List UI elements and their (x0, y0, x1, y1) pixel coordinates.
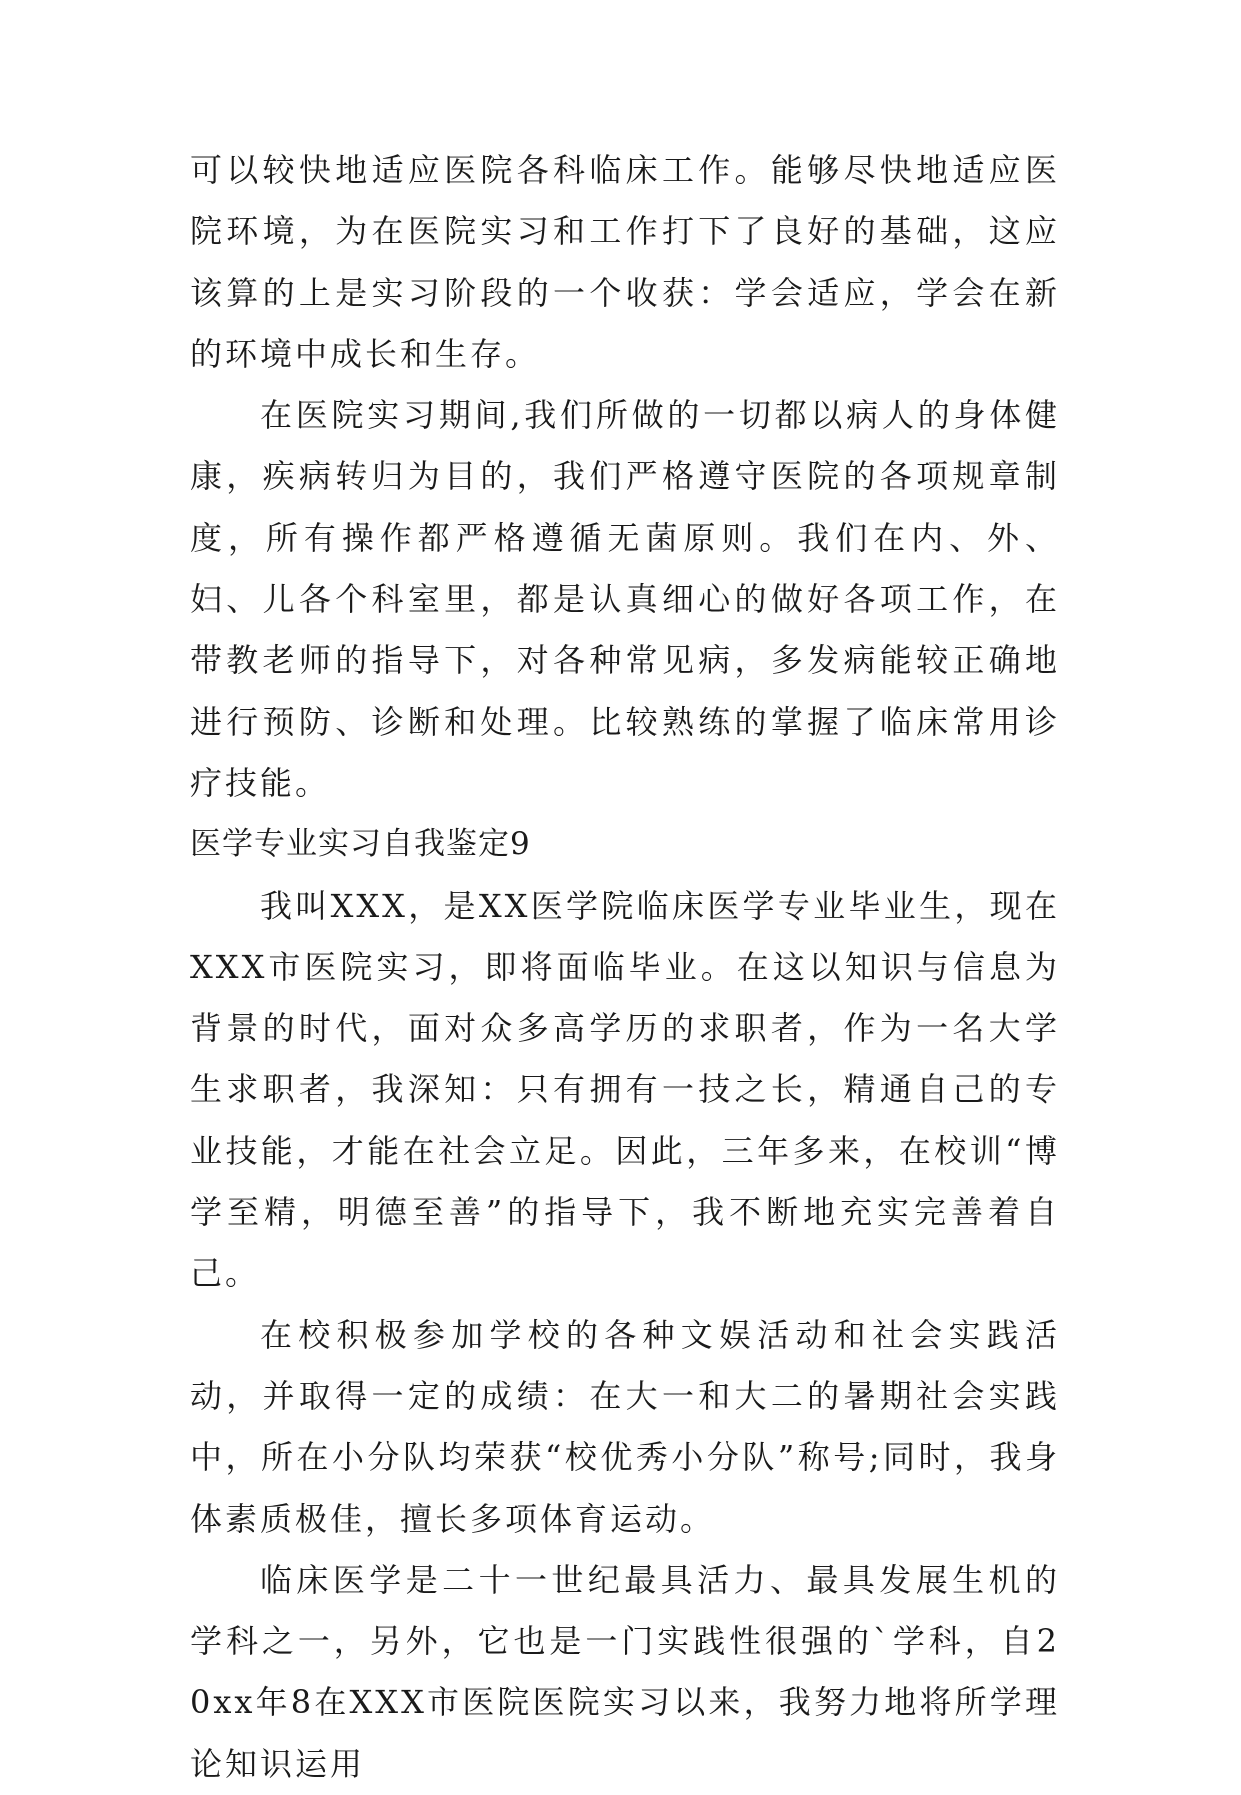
paragraph-internship-period: 在医院实习期间,我们所做的一切都以病人的身体健康，疾病转归为目的，我们严格遵守医院的各项规章制度，所有操作都严格遵循无菌原则。我们在内、外、妇、儿各个科室里，都是认真细心的做好各项工作，在带教老师的指导下，对各种常见病，多发病能较正确地进行预防、诊断和处理。比较熟练的掌握了临床常用诊疗技能。 (190, 396, 1060, 802)
paragraph-adaptation: 可以较快地适应医院各科临床工作。能够尽快地适应医院环境，为在医院实习和工作打下了良好的基础，这应该算的上是实习阶段的一个收获：学会适应，学会在新的环境中成长和生存。 (190, 151, 1060, 373)
paragraph-clinical-medicine: 临床医学是二十一世纪最具活力、最具发展生机的学科之一，另外，它也是一门实践性很强的`学科，自20xx年8在XXX市医院医院实习以来，我努力地将所学理论知识运用 (190, 1560, 1060, 1783)
document-body (190, 140, 1060, 1795)
section-heading: 医学专业实习自我鉴定9 (190, 826, 531, 863)
paragraph-school-activities: 在校积极参加学校的各种文娱活动和社会实践活动，并取得一定的成绩：在大一和大二的暑期社会实践中，所在小分队均荣获“校优秀小分队”称号;同时，我身体素质极佳，擅长多项体育运动。 (190, 1315, 1060, 1538)
paragraph-self-introduction: 我叫XXX，是XX医学院临床医学专业毕业生，现在XXX市医院实习，即将面临毕业。在这以知识与信息为背景的时代，面对众多高学历的求职者，作为一名大学生求职者，我深知：只有拥有一技之长，精通自己的专业技能，才能在社会立足。因此，三年多来，在校训“博学至精，明德至善”的指导下，我不断地充实完善着自己。 (190, 886, 1060, 1293)
